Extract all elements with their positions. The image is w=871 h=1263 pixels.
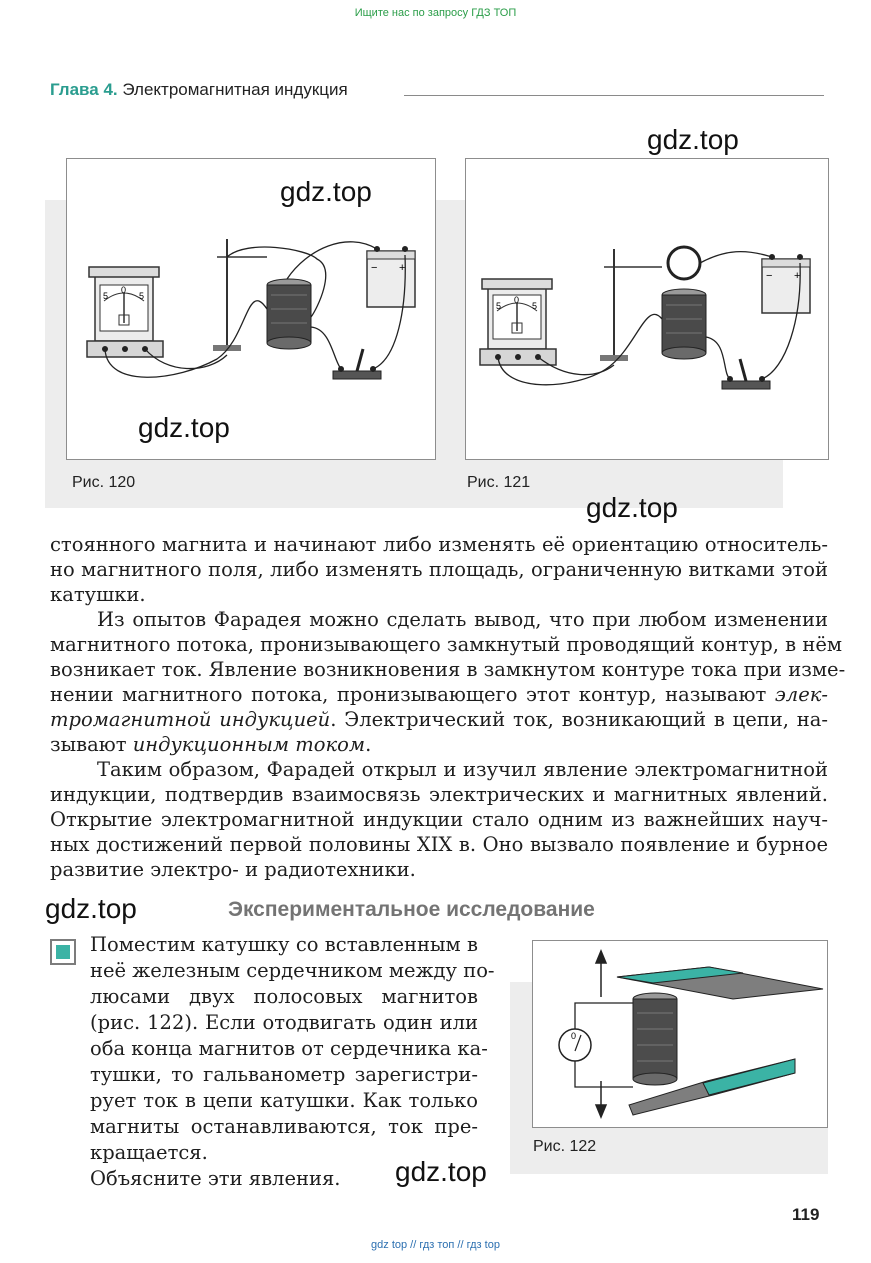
motion-arrows xyxy=(596,951,606,1117)
figure-121 xyxy=(465,158,829,460)
text-line: неё железным сердечником между по- xyxy=(90,959,495,982)
text-line: стоянного магнита и начинают либо изменять её ориентацию относитель- xyxy=(50,533,828,556)
text-line: рует ток в цепи катушки. Как только xyxy=(90,1089,478,1112)
text-line: тушки, то гальванометр зарегистри- xyxy=(90,1063,478,1086)
text-line: Таким образом, Фарадей открыл и изучил явление электромагнитной xyxy=(97,758,828,781)
text-line: индукции, подтвердив взаимосвязь электрических и магнитных явлений. xyxy=(50,783,828,806)
term-italic: индукционным током xyxy=(132,733,366,756)
watermark: gdz.top xyxy=(586,492,678,523)
battery xyxy=(762,254,810,313)
galvanometer xyxy=(559,1029,591,1061)
chapter-title: Электромагнитная индукция xyxy=(122,80,348,99)
text-line: магниты останавливаются, ток пре- xyxy=(90,1115,478,1138)
galv-scale-zero: 0 xyxy=(571,1031,577,1041)
figure-120-drawing xyxy=(67,159,435,459)
text-fragment: . xyxy=(365,733,372,756)
paragraph-faraday-conclusion xyxy=(50,607,846,757)
text-line xyxy=(50,682,828,707)
galv-scale-right: 5 xyxy=(532,301,538,311)
chapter-number: Глава 4. xyxy=(50,80,118,99)
switch xyxy=(333,349,381,379)
paragraph-continuation xyxy=(50,532,828,607)
text-line: катушки. xyxy=(50,583,146,606)
galv-scale-right: 5 xyxy=(139,291,145,301)
battery-minus: − xyxy=(371,262,378,274)
text-line: кращается. xyxy=(90,1141,208,1164)
battery-minus: − xyxy=(766,270,773,282)
galv-scale-zero: 0 xyxy=(514,295,520,305)
text-line: магнитного потока, пронизывающего замкнутый проводящий контур, в нём xyxy=(50,633,843,656)
watermark: gdz.top xyxy=(395,1156,487,1187)
lab-stand xyxy=(213,239,267,351)
top-banner: Ищите нас по запросу ГДЗ ТОП xyxy=(354,7,517,19)
text-fragment: нении магнитного потока, пронизывающего этот контур, называют xyxy=(50,683,775,706)
text-line xyxy=(50,707,828,732)
term-italic: тромагнитной индукцией xyxy=(50,708,331,731)
text-fragment: . Электрический ток, возникающий в цепи, на- xyxy=(330,708,828,731)
switch xyxy=(722,359,770,389)
coil-with-core xyxy=(633,993,677,1085)
bottom-banner: gdz top // гдз топ // гдз top xyxy=(371,1239,500,1251)
header-rule xyxy=(404,95,824,96)
wire-loop xyxy=(668,247,700,279)
section-title: Экспериментальное исследование xyxy=(228,898,595,921)
text-line xyxy=(50,732,828,757)
text-line: Открытие электромагнитной индукции стало одним из важнейших науч- xyxy=(50,808,828,831)
text-line: но магнитного поля, либо изменять площадь, ограниченную витками этой xyxy=(50,558,828,581)
text-line: ных достижений первой половины XIX в. Оно вызвало появление и бурное xyxy=(50,833,828,856)
page-number: 119 xyxy=(792,1205,820,1224)
text-line: (рис. 122). Если отодвигать один или xyxy=(90,1011,478,1034)
experiment-icon xyxy=(50,939,76,965)
battery-plus: + xyxy=(794,270,801,282)
text-line: Объясните эти явления. xyxy=(90,1167,341,1190)
text-line: развитие электро- и радиотехники. xyxy=(50,858,416,881)
chapter-header xyxy=(50,80,348,100)
text-line: Поместим катушку со вставленным в xyxy=(90,933,478,956)
galv-scale-left: 5 xyxy=(496,301,502,311)
battery-plus: + xyxy=(399,262,406,274)
figure-122-drawing xyxy=(533,941,827,1127)
figure-120-caption: Рис. 120 xyxy=(72,474,136,491)
text-line: люсами двух полосовых магнитов xyxy=(90,985,478,1008)
galv-scale-left: 5 xyxy=(103,291,109,301)
watermark: gdz.top xyxy=(647,124,739,155)
watermark: gdz.top xyxy=(45,893,137,924)
coil xyxy=(662,289,706,359)
text-fragment: зывают xyxy=(50,733,133,756)
figure-120 xyxy=(66,158,436,460)
text-line: Из опытов Фарадея можно сделать вывод, что при любом изменении xyxy=(97,608,828,631)
figure-121-drawing xyxy=(466,159,828,459)
figure-121-caption: Рис. 121 xyxy=(467,474,531,491)
lab-stand xyxy=(600,249,662,361)
term-italic: элек- xyxy=(774,683,828,706)
galv-scale-zero: 0 xyxy=(121,285,127,295)
watermark: gdz.top xyxy=(138,412,230,443)
galvanometer xyxy=(87,267,163,357)
battery xyxy=(367,246,415,307)
coil xyxy=(267,279,311,349)
paragraph-summary xyxy=(50,757,828,882)
watermark: gdz.top xyxy=(280,176,372,207)
text-line: оба конца магнитов от сердечника ка- xyxy=(90,1037,488,1060)
figure-122 xyxy=(532,940,828,1128)
galvanometer xyxy=(480,279,556,365)
figure-122-caption: Рис. 122 xyxy=(533,1138,597,1155)
experiment-text xyxy=(90,932,495,1192)
text-line: возникает ток. Явление возникновения в замкнутом контуре тока при изме- xyxy=(50,658,846,681)
